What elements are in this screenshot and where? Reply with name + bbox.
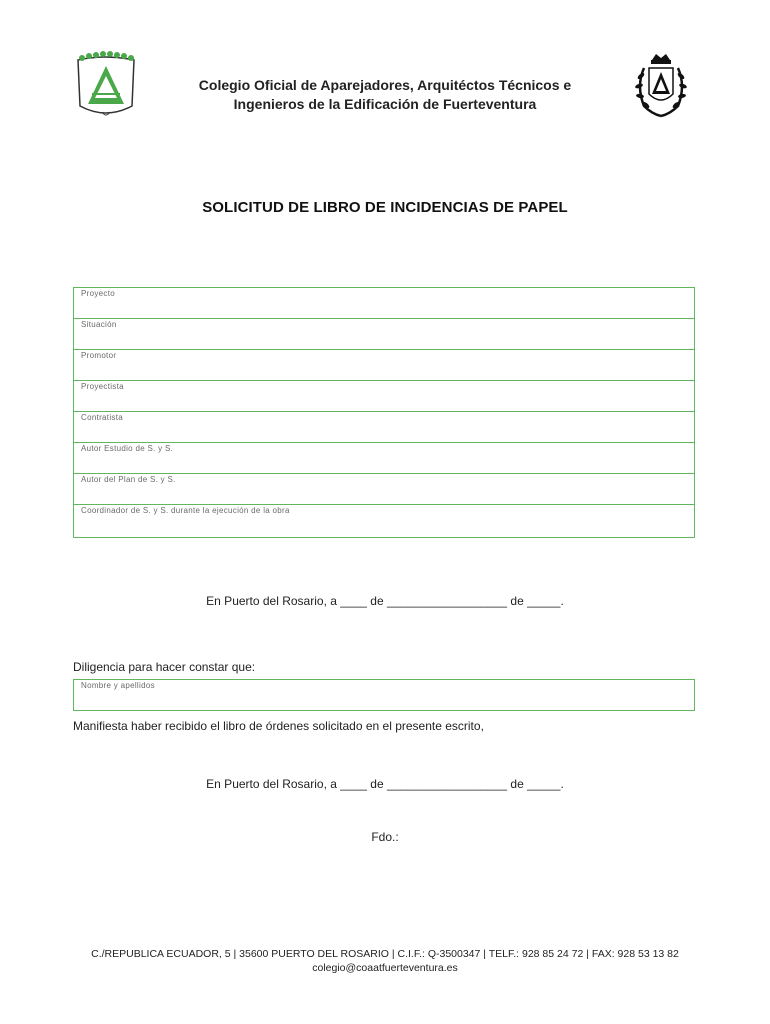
field-label: Proyectista xyxy=(81,382,124,391)
page-title: SOLICITUD DE LIBRO DE INCIDENCIAS DE PAPEL xyxy=(202,199,568,216)
field-label: Proyecto xyxy=(81,289,115,298)
field-coordinador[interactable] xyxy=(74,505,694,537)
name-field[interactable] xyxy=(73,679,695,711)
field-promotor[interactable] xyxy=(74,350,694,381)
name-field-label: Nombre y apellidos xyxy=(81,681,155,690)
field-label: Autor Estudio de S. y S. xyxy=(81,444,174,453)
field-label: Coordinador de S. y S. durante la ejecución de la obra xyxy=(81,506,290,515)
project-info-form xyxy=(73,287,695,538)
organization-name xyxy=(150,76,620,114)
field-label: Autor del Plan de S. y S. xyxy=(81,475,176,484)
footer-address: C./REPUBLICA ECUADOR, 5 | 35600 PUERTO DEL ROSARIO | C.I.F.: Q-3500347 | TELF.: 928 85 24 72 | FAX: 928 53 13 82 xyxy=(91,948,679,960)
date-line-receipt: En Puerto del Rosario, a ____ de __________________ de _____. xyxy=(206,777,564,791)
field-proyecto[interactable] xyxy=(74,288,694,319)
colegio-logo-icon xyxy=(72,50,140,122)
field-autor-estudio[interactable] xyxy=(74,443,694,474)
field-contratista[interactable] xyxy=(74,412,694,443)
field-label: Promotor xyxy=(81,351,117,360)
field-proyectista[interactable] xyxy=(74,381,694,412)
field-label: Situación xyxy=(81,320,117,329)
diligencia-text: Diligencia para hacer constar que: xyxy=(73,660,256,674)
field-situacion[interactable] xyxy=(74,319,694,350)
footer xyxy=(0,947,770,975)
footer-email[interactable]: colegio@coaatfuerteventura.es xyxy=(312,962,458,974)
signature-label: Fdo.: xyxy=(371,830,399,844)
manifiesta-text: Manifiesta haber recibido el libro de órdenes solicitado en el presente escrito, xyxy=(73,719,484,733)
organization-name-line-1: Colegio Oficial de Aparejadores, Arquitéctos Técnicos e xyxy=(198,77,572,93)
crest-logo-icon xyxy=(630,52,692,120)
field-label: Contratista xyxy=(81,413,123,422)
field-autor-plan[interactable] xyxy=(74,474,694,505)
date-line-request: En Puerto del Rosario, a ____ de __________________ de _____. xyxy=(206,594,564,608)
organization-name-line-2: Ingenieros de la Edificación de Fuerteventura xyxy=(233,96,537,112)
